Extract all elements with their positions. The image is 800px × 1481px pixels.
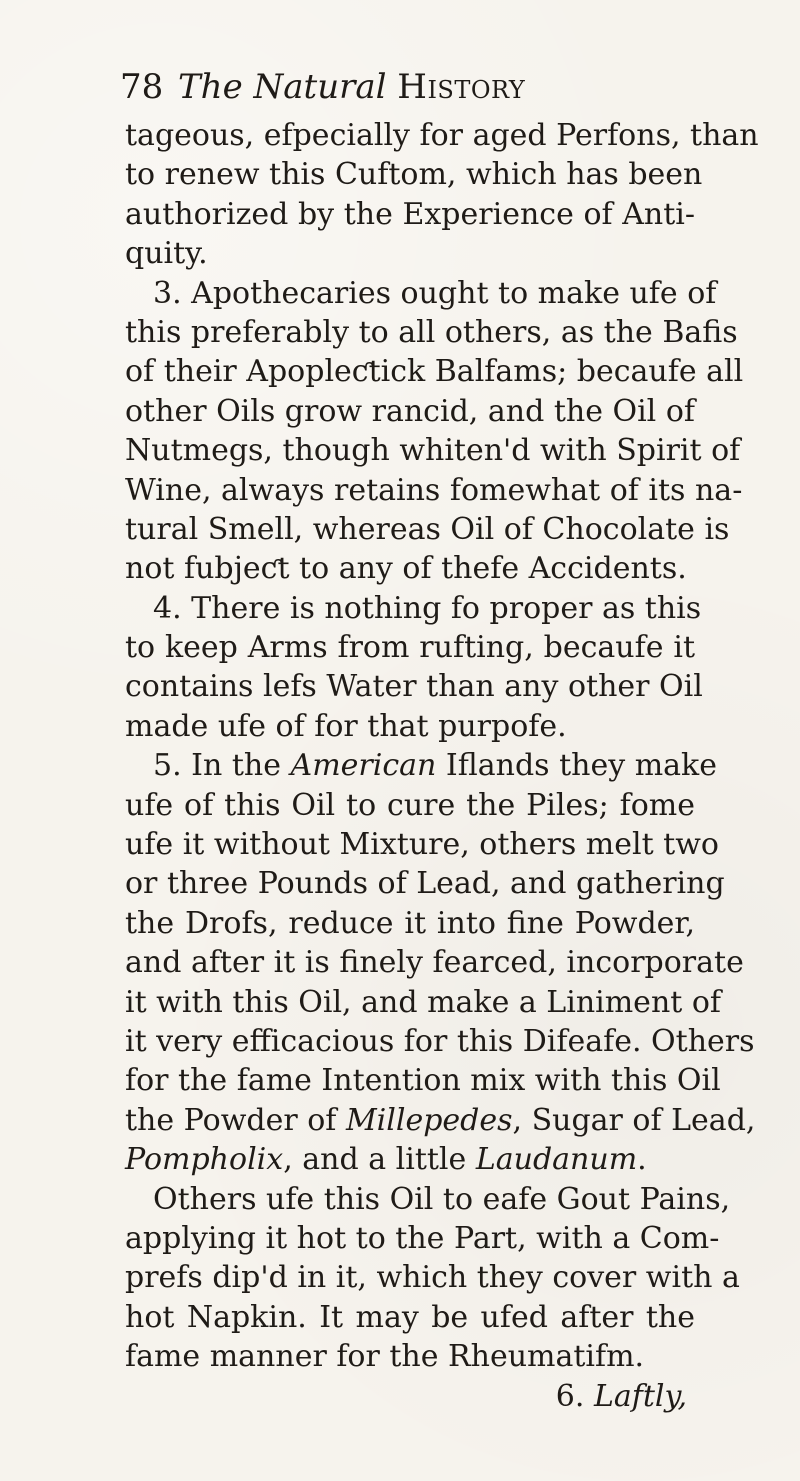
text-line: other Oils grow rancid, and the Oil of bbox=[125, 393, 695, 429]
text-line: Wine, always retains fomewhat of its na- bbox=[125, 472, 743, 508]
text-line: tageous, efpecially for aged Perfons, than bbox=[125, 118, 759, 153]
text-line: made ufe of for that purpofe. bbox=[125, 708, 567, 744]
text-line: not fubjeƈt to any of thefe Accidents. bbox=[125, 551, 687, 587]
line-segment: . bbox=[637, 1142, 647, 1178]
text-line: Nutmegs, though whiten'd with Spirit of bbox=[125, 433, 741, 469]
text-line: the Drofs, reduce it into fine Powder, bbox=[125, 905, 695, 941]
running-head bbox=[178, 66, 525, 108]
text-line: tural Smell, whereas Oil of Chocolate is bbox=[125, 511, 730, 547]
text-line: hot Napkin. It may be ufed after the bbox=[125, 1299, 695, 1335]
line-segment: the Powder of bbox=[125, 1102, 337, 1138]
line-segment: 5. In the bbox=[153, 748, 281, 784]
line-segment: , Sugar of Lead, bbox=[512, 1102, 756, 1138]
line-segment: Iflands they make bbox=[445, 748, 717, 784]
text-line: or three Pounds of Lead, and gathering bbox=[125, 866, 725, 902]
text-line: of their Apopleƈtick Balfams; becaufe all bbox=[125, 354, 744, 390]
catchword: Laftly, bbox=[593, 1378, 687, 1414]
text-line: Others ufe this Oil to eafe Gout Pains, bbox=[153, 1181, 731, 1217]
text-line: it very efficacious for this Difeafe. Others bbox=[125, 1023, 755, 1059]
italic-term: American bbox=[290, 748, 437, 784]
body-text bbox=[125, 116, 759, 1416]
text-line: ufe it without Mixture, others melt two bbox=[125, 827, 719, 863]
line-segment: , and a little bbox=[283, 1142, 467, 1178]
text-line: 3. Apothecaries ought to make ufe of bbox=[153, 275, 717, 311]
italic-term: Pompholix bbox=[125, 1142, 284, 1178]
text-line: prefs dip'd in it, which they cover with a bbox=[125, 1260, 740, 1296]
text-line: ufe of this Oil to cure the Piles; fome bbox=[125, 787, 695, 823]
catchword-number: 6. bbox=[555, 1378, 585, 1414]
text-line: applying it hot to the Part, with a Com- bbox=[125, 1220, 720, 1256]
italic-term: Laudanum bbox=[475, 1142, 638, 1178]
text-line: for the fame Intention mix with this Oil bbox=[125, 1063, 721, 1099]
text-line-mixed bbox=[125, 746, 717, 785]
text-line: this preferably to all others, as the Bafis bbox=[125, 314, 738, 350]
text-line: quity. bbox=[125, 236, 208, 272]
text-line: authorized by the Experience of Anti- bbox=[125, 196, 695, 232]
text-line: to keep Arms from rufting, becaufe it bbox=[125, 630, 695, 666]
text-line: contains lefs Water than any other Oil bbox=[125, 669, 703, 705]
text-line: it with this Oil, and make a Liniment of bbox=[125, 984, 722, 1020]
text-line: and after it is finely fearced, incorporate bbox=[125, 945, 744, 981]
text-line: 4. There is nothing fo proper as this bbox=[153, 590, 702, 626]
page-header bbox=[120, 66, 700, 108]
text-line-mixed bbox=[125, 1101, 756, 1140]
page-number: 78 bbox=[120, 67, 164, 107]
italic-term: Millepedes bbox=[345, 1102, 513, 1138]
text-line: fame manner for the Rheumatifm. bbox=[125, 1339, 645, 1375]
catchword-line bbox=[125, 1377, 695, 1416]
running-head-smallcaps: History bbox=[397, 67, 526, 107]
text-line-mixed bbox=[125, 1140, 695, 1179]
running-head-italic: The Natural bbox=[178, 67, 387, 107]
text-line: to renew this Cuftom, which has been bbox=[125, 157, 703, 193]
